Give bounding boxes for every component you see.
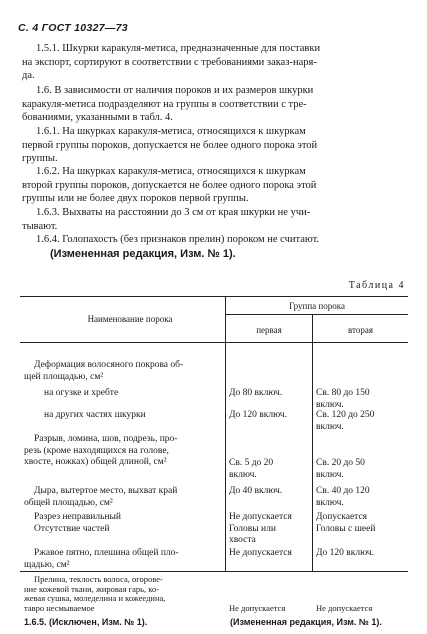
cell-text: включ. — [316, 469, 344, 480]
table-caption: Таблица 4 — [348, 280, 405, 291]
cell-text: включ. — [316, 399, 344, 410]
page-header: С. 4 ГОСТ 10327—73 — [18, 22, 128, 34]
cell-text: Дыра, вытертое место, выхват край — [34, 486, 178, 496]
table-row-2-first: До 120 включ. — [229, 410, 287, 420]
cell-text: жевая сушка, моледелина и кожеедина, — [24, 593, 166, 603]
text-line: каракуля-метиса подразделяют на группы в соответствии с тре- — [22, 98, 307, 110]
cell-text: Допускается — [316, 512, 368, 522]
cell-text: резь (кроме находящихся на голове, — [24, 445, 169, 456]
cell-text: щей площадью, см² — [24, 371, 104, 382]
cell-text: общей площадью, см² — [24, 497, 113, 508]
paragraph-1-6-4 — [22, 233, 408, 247]
column-header-first: первая — [256, 325, 282, 335]
table-col-divider-1 — [225, 296, 226, 571]
text-line: бованиями, указанными в табл. 4. — [22, 112, 173, 123]
cell-text: Разрыв, ломина, шов, подрезь, про- — [34, 434, 178, 444]
text-line: тывают. — [22, 220, 58, 232]
cell-text: Прелина, теклость волоса, огорове- — [34, 574, 163, 584]
table-col-divider-2 — [312, 314, 313, 571]
cell-text: включ. — [316, 497, 344, 508]
table-row-3-second — [316, 458, 408, 481]
cell-text: включ. — [229, 469, 257, 480]
table-top-rule — [20, 296, 408, 297]
table-row-4-first: До 40 включ. — [229, 486, 283, 496]
paragraph-1-6 — [22, 84, 408, 125]
cell-text: Ржавое пятно, плешина общей пло- — [34, 548, 179, 558]
table-row-0-name — [24, 360, 222, 383]
cell-text: ние кожевой ткани, жировая гарь, ко- — [24, 583, 160, 594]
cell-text: Св. 20 до 50 — [316, 458, 365, 468]
amendment-note-1: (Измененная редакция, Изм. № 1). — [50, 248, 236, 260]
paragraph-text: (Исключен, Изм. № 1). — [49, 617, 148, 627]
table-row-5-name — [34, 512, 222, 535]
cell-text: Св. 40 до 120 — [316, 486, 370, 496]
paragraph-1-6-1 — [22, 125, 408, 166]
amendment-note-2: (Измененная редакция, Изм. № 1). — [230, 617, 382, 627]
text-line: 1.6.1. На шкурках каракуля-метиса, относящихся к шкуркам — [36, 126, 306, 137]
text-line: 1.6.4. Голопахость (без признаков прелин) пороком не считают. — [36, 234, 320, 245]
paragraph-1-5-1 — [22, 42, 408, 83]
cell-text: Отсутствие частей — [34, 523, 110, 534]
table-row-6-second: До 120 включ. — [316, 548, 374, 558]
cell-text: включ. — [316, 421, 344, 432]
cell-text: Св. 80 до 150 — [316, 388, 370, 398]
table-subheader-rule — [225, 314, 408, 315]
text-line: на экспорт, сортируют в соответствии с требованиями заказ-наря- — [22, 56, 317, 68]
text-line: да. — [22, 70, 35, 81]
text-line: 1.6.2. На шкурках каракуля-метиса, относящихся к шкуркам — [36, 166, 306, 177]
table-row-6-first: Не допускается — [229, 548, 292, 558]
cell-text: хвоста — [229, 535, 256, 545]
text-line: 1.6.3. Выхваты на расстоянии до 3 см от края шкурки не учи- — [36, 207, 311, 218]
table-header-rule — [20, 342, 408, 343]
paragraph-1-6-5 — [24, 617, 147, 627]
table-row-1-first: До 80 включ. — [229, 388, 283, 398]
cell-text: Деформация волосяного покрова об- — [34, 360, 184, 370]
column-header-defect-name: Наименование порока — [87, 314, 173, 324]
text-line: 1.5.1. Шкурки каракуля-метиса, предназначенные для поставки — [36, 43, 321, 54]
cell-text: тавро несмываемое — [24, 602, 95, 613]
cell-text: хвосте, ножках) общей длиной, см² — [24, 457, 167, 467]
cell-text: Разрез неправильный — [34, 512, 122, 522]
column-header-second: вторая — [348, 325, 373, 335]
cell-text: щадью, см² — [24, 559, 70, 570]
table-row-7-first: Не допускается — [229, 603, 286, 613]
table-bottom-rule — [20, 571, 408, 572]
paragraph-number: 1.6.5. — [24, 617, 47, 627]
cell-text: Не допускается — [229, 512, 292, 522]
table-row-5-first — [229, 512, 311, 547]
paragraph-1-6-3 — [22, 206, 408, 233]
table-row-5-second — [316, 512, 408, 535]
text-line: 1.6. В зависимости от наличия пороков и их размеров шкурки — [36, 85, 314, 96]
table-row-1-name: на огузке и хребте — [44, 388, 119, 398]
column-header-defect-group: Группа порока — [289, 301, 345, 311]
table-row-4-second — [316, 486, 408, 509]
text-line: первой группы пороков, допускается не более одного порока этой — [22, 139, 318, 151]
text-line: группы или не более двух пороков первой группы. — [22, 193, 249, 204]
paragraph-1-6-2 — [22, 165, 408, 206]
cell-text: Головы с шеей — [316, 523, 376, 534]
table-row-2-name: на других частях шкурки — [44, 410, 146, 420]
table-row-3-first — [229, 458, 311, 481]
table-row-4-name — [24, 486, 222, 509]
table-row-7-second: Не допускается — [316, 603, 373, 613]
table-row-2-second — [316, 410, 408, 433]
table-row-6-name — [24, 548, 222, 571]
cell-text: Св. 5 до 20 — [229, 458, 274, 468]
table-row-3-name — [24, 434, 222, 469]
cell-text: Головы или — [229, 523, 276, 534]
text-line: группы. — [22, 153, 58, 164]
table-row-1-second — [316, 388, 408, 411]
table-row-7-name — [24, 575, 222, 613]
text-line: второй группы пороков, допускается не более одного порока этой — [22, 179, 317, 191]
cell-text: Св. 120 до 250 — [316, 410, 375, 420]
